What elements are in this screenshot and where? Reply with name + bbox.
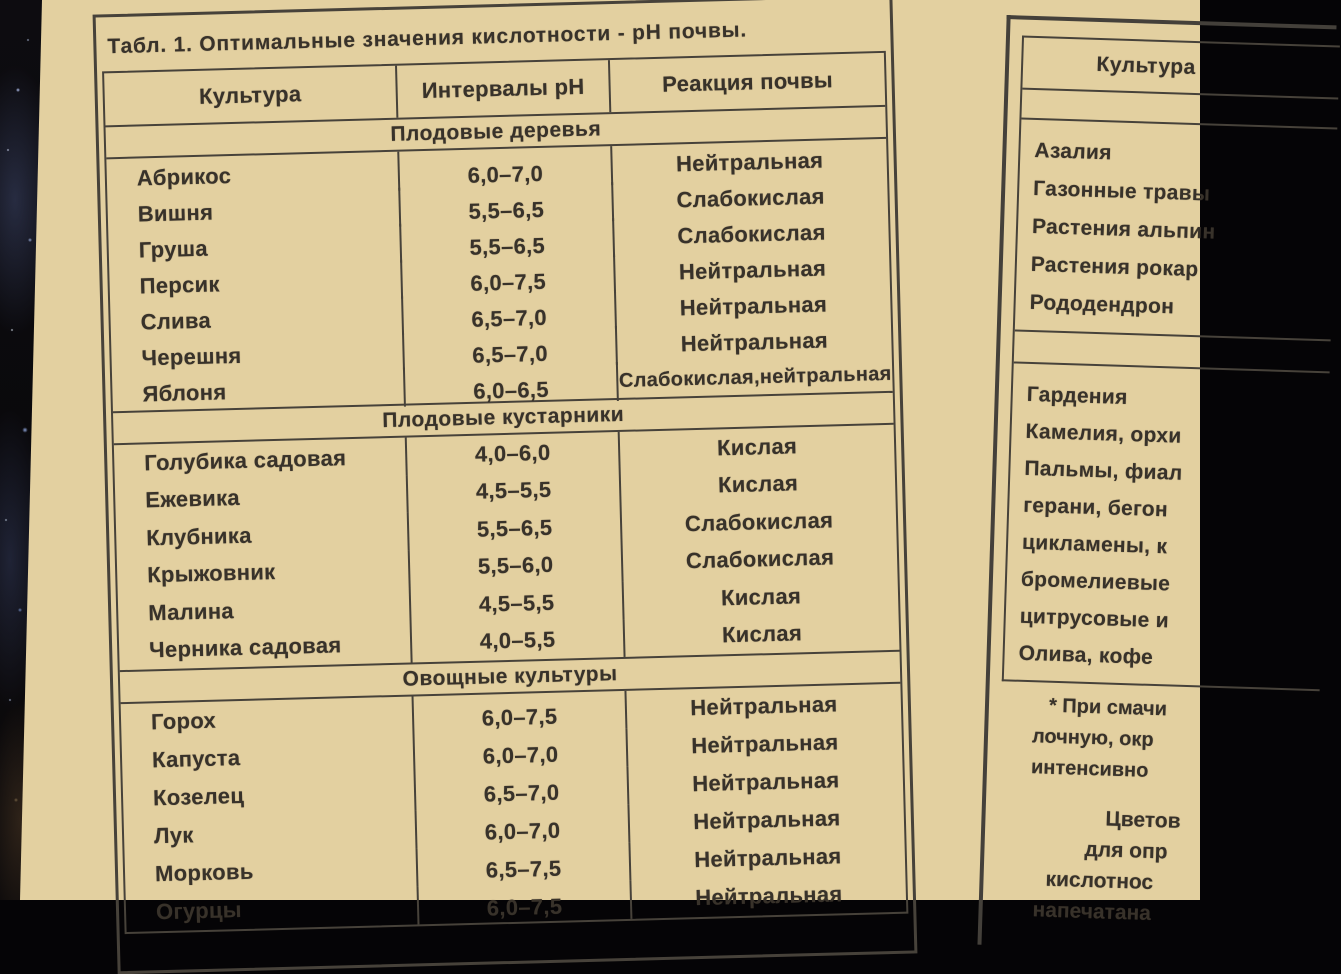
list-item: Растения альпин [1031, 214, 1216, 244]
soil-reaction-cell [625, 612, 900, 657]
crop-name-cell: Персик [109, 260, 403, 307]
crop-name-cell: Капуста [122, 734, 416, 780]
list-item: Гардения [1026, 382, 1128, 409]
ph-range-cell: 5,5–6,5 [409, 507, 623, 550]
crop-name-cell: Черешня [111, 332, 405, 379]
soil-reaction-text: Слабокислая [685, 544, 835, 574]
soil-reaction-text: Слабокислая [684, 507, 834, 537]
soil-reaction-cell [631, 874, 906, 919]
footnote-line: * При смачи [1048, 694, 1168, 721]
footnote [1031, 690, 1316, 792]
footer-line: напечатана [1032, 898, 1152, 926]
right-table [1002, 36, 1340, 692]
soil-reaction-text: Кислая [720, 583, 802, 611]
soil-reaction-text: Нейтральная [680, 327, 829, 356]
ph-range-cell: 6,0–7,0 [399, 146, 613, 191]
crop-name-cell: Голубика садовая [114, 438, 408, 483]
list-item: бромелиевые [1020, 567, 1171, 595]
soil-reaction-text: Нейтральная [690, 729, 839, 759]
section-header: Плодовые деревья [105, 105, 886, 159]
list-item: герани, бегон [1022, 493, 1169, 521]
ph-range-cell: 5,5–6,0 [410, 544, 624, 587]
ph-range-cell: 6,0–7,0 [417, 805, 631, 849]
soil-reaction-text: Нейтральная [678, 255, 827, 284]
soil-reaction-text: Нейтральная [692, 805, 841, 835]
crop-name-cell: Черника садовая [119, 625, 413, 670]
ph-range-cell: 6,0–7,5 [414, 691, 628, 735]
soil-reaction-text: Нейтральная [693, 843, 842, 873]
list-item: Рододендрон [1029, 290, 1175, 319]
main-table-frame [93, 0, 918, 974]
ph-range-cell: 5,5–6,5 [400, 182, 614, 227]
crop-name-cell: Морковь [125, 848, 419, 894]
ph-range-cell: 6,0–7,5 [402, 254, 616, 299]
ph-table [102, 51, 908, 934]
column-header-ph: Интервалы pH [397, 60, 611, 118]
ph-range-cell: 4,0–5,5 [412, 619, 626, 662]
crop-name-cell: Абрикос [106, 152, 400, 199]
footer-line: Цветов [1105, 807, 1181, 833]
list-item: Камелия, орхи [1025, 419, 1182, 448]
list-item: Газонные травы [1032, 176, 1211, 206]
soil-reaction-text: Слабокислая [677, 219, 826, 248]
right-group-2 [1004, 363, 1330, 689]
ph-range-cell: 4,5–5,5 [408, 469, 622, 512]
crop-name-cell: Ежевика [115, 475, 409, 520]
ph-range-cell: 6,0–7,5 [419, 881, 633, 925]
footer-line: для опр [1084, 837, 1168, 864]
soil-reaction-text: Кислая [716, 433, 798, 461]
crop-name-cell: Козелец [123, 772, 417, 818]
ph-range-cell: 6,5–7,5 [418, 843, 632, 887]
crop-name-cell: Слива [110, 296, 404, 343]
footnote-line: интенсивно [1030, 756, 1149, 782]
soil-reaction-text: Нейтральная [679, 291, 828, 320]
crop-name-cell: Огурцы [126, 886, 420, 932]
ph-range-cell: 6,0–7,0 [415, 729, 629, 773]
crop-name-cell: Яблоня [112, 368, 406, 415]
list-item: Азалия [1034, 138, 1113, 165]
table-body [105, 105, 906, 932]
section-header: Овощные культуры [120, 650, 901, 704]
right-column-header: Культура [1022, 38, 1339, 100]
footnote-line: лочную, окр [1031, 725, 1154, 752]
right-group-1 [1015, 120, 1337, 340]
ph-range-cell: 6,5–7,0 [403, 290, 617, 335]
crop-name-cell: Клубника [116, 513, 410, 558]
soil-reaction-text: Нейтральная [689, 691, 838, 721]
soil-reaction-text: Нейтральная [675, 147, 824, 176]
crop-name-cell: Малина [118, 588, 412, 633]
crop-name-cell: Лук [124, 810, 418, 856]
list-item: цикламены, к [1021, 530, 1168, 558]
soil-reaction-text: Слабокислая [676, 183, 826, 212]
footer-text [994, 800, 1312, 934]
list-item: цитрусовые и [1019, 604, 1170, 632]
list-item: Пальмы, фиал [1024, 456, 1183, 485]
right-page-frame [977, 15, 1336, 955]
soil-reaction-text: Нейтральная [694, 881, 843, 911]
column-header-reaction: Реакция почвы [661, 67, 834, 97]
crop-name-cell: Горох [121, 696, 415, 742]
ph-range-cell: 6,5–7,0 [404, 326, 618, 371]
crop-name-cell: Крыжовник [117, 550, 411, 595]
soil-reaction-text: Нейтральная [691, 767, 840, 797]
ph-range-cell: 5,5–6,5 [401, 218, 615, 263]
soil-reaction-cell [618, 355, 893, 401]
crop-name-cell: Вишня [107, 188, 401, 235]
ph-range-cell: 6,0–6,5 [405, 362, 619, 407]
ph-range-cell: 6,5–7,0 [416, 767, 630, 811]
list-item: Олива, кофе [1018, 641, 1154, 669]
list-item: Растения рокар [1030, 252, 1199, 282]
column-header-culture: Культура [104, 66, 398, 126]
soil-reaction-text: Кислая [721, 620, 803, 648]
soil-reaction-text: Слабокислая,нейтральная [618, 362, 892, 392]
ph-range-cell: 4,0–6,0 [407, 432, 621, 475]
soil-reaction-text: Кислая [717, 470, 799, 498]
footer-line: кислотнос [1045, 867, 1154, 895]
table-title: Табл. 1. Оптимальные значения кислотности - pH почвы. [107, 18, 748, 59]
ph-range-cell: 4,5–5,5 [411, 582, 625, 625]
crop-name-cell: Груша [108, 224, 402, 271]
section-header: Плодовые кустарники [113, 391, 894, 445]
